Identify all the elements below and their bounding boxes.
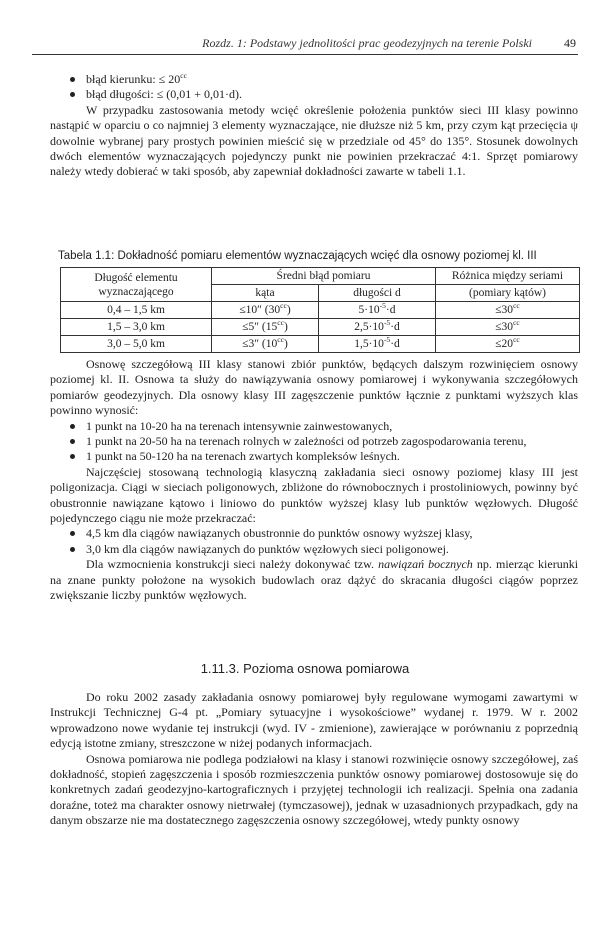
table-cell: 1,5 – 3,0 km [61,319,212,336]
bullet-icon [70,424,75,429]
accuracy-bullet-list [50,72,578,103]
column-header: długości d [319,285,436,302]
table-row [61,336,580,353]
polygon-bullet-list [50,526,578,557]
paragraph: Najczęściej stosowaną technologią klasyczną zakładania sieci osnowy poziomej klasy III jest poligonizacja. Ciągi w sieciach poligonowych, zbliżone do równobocznych i prostoliniowych, powinny być obustronnie nawiązane kątowo i liniowo do punktów wyższej klasy lub punktów węzłowych. Długość pojedynczego ciągu nie może przekraczać: [50,464,578,526]
table-cell: 3,0 – 5,0 km [61,336,212,353]
running-title: Rozdz. 1: Podstawy jednolitości prac geodezyjnych na terenie Polski [202,36,532,50]
table-cell: $2,5\cdot 10^{-5}\cdot d$ [319,319,436,336]
column-header: kąta [212,285,319,302]
table-cell: ≤3″ $(10^{cc})$ [212,336,319,353]
bottom-section [50,690,578,829]
bullet-icon [70,92,75,97]
table-cell: $1,5\cdot 10^{-5}\cdot d$ [319,336,436,353]
list-item: 1 punkt na 10-20 ha na terenach intensywnie zainwestowanych, [50,419,578,434]
section-heading: 1.11.3. Pozioma osnowa pomiarowa [200,661,410,676]
column-header: Średni błąd pomiaru [212,268,436,285]
column-header: Różnica między seriami [436,268,580,285]
table-cell: $\le 30^{cc}$ [436,302,580,319]
list-item: błąd kierunku: ≤ $20^{cc}$ [50,72,578,87]
accuracy-table [60,267,580,353]
list-item: błąd długości: ≤ (0,01 + 0,01·d). [50,87,578,102]
list-item: 3,0 km dla ciągów nawiązanych do punktów węzłowych sieci poligonowej. [50,542,578,557]
bullet-icon [70,454,75,459]
middle-section [50,357,578,604]
page-number: 49 [564,36,576,50]
column-header: Długość elementu wyznaczającego [61,268,212,302]
table-cell: $5\cdot 10^{-5}\cdot d$ [319,302,436,319]
paragraph: Osnowę szczegółową III klasy stanowi zbiór punktów, będących dalszym rozwinięciem osnowy poziomej kl. II. Osnowa ta służy do nawiązywania osnowy pomiarowej i wykonywania szczegółowych pomiarów geodezyjnych. Dla osnowy klasy III zagęszczenie punktów łącznie z punktami wyższych klas powinno wynosić: [50,357,578,418]
list-item: 1 punkt na 20-50 ha na terenach rolnych w zależności od potrzeb zagospodarowania terenu, [50,434,578,449]
paragraph: Dla wzmocnienia konstrukcji sieci należy dokonywać tzw. nawiązań bocznych np. mierząc kierunki na znane punkty położone na wysokich budowlach oraz dążyć do skracania długości ciągów poprzez zwiększanie liczby punktów węzłowych. [50,557,579,603]
table-caption: Tabela 1.1: Dokładność pomiaru elementów wyznaczających wcięć dla osnowy poziomej kl. III [58,250,537,262]
bullet-icon [70,439,75,444]
top-section [50,72,578,180]
paragraph: Do roku 2002 zasady zakładania osnowy pomiarowej były regulowane wymogami zawartymi w Instrukcji Technicznej G-4 pt. „Pomiary sytuacyjne i wysokościowe” wydanej r. 1979. W r. 2002 wprowadzono nowe wydanie tej instrukcji (wyd. IV - zmienione), zawierające w porównaniu z poprzednią edycją istotne zmiany, streszczone w niżej podanych informacjach. [50,690,578,751]
list-item: 4,5 km dla ciągów nawiązanych obustronnie do punktów osnowy wyższej klasy, [50,526,578,541]
table-row [61,302,580,319]
paragraph: W przypadku zastosowania metody wcięć określenie położenia punktów sieci III klasy powinno nastąpić w oparciu o co najmniej 3 elementy wyznaczające, nie dłuższe niż 5 km, przy czym kąt przecięcia ψ dowolnie wybranej pary prostych powinien mieścić się w przedziale od 45° do 135°. Stosunek dowolnych dwóch elementów wyznaczających pojedynczy punkt nie powinien przekraczać 4:1. Sprzęt pomiarowy należy wtedy dobierać w taki sposób, aby zapewniał dokładności zawarte w tabeli 1.1. [50,102,578,179]
paragraph: Osnowa pomiarowa nie podlega podziałowi na klasy i stanowi rozwinięcie osnowy szczegółowej, zaś dokładność, stopień zagęszczenia i sposób rozmieszczenia punktów osnowy pomiarowej dostosowuje się do konkretnych zadań geodezyjno-kartograficznych i przyjętej technologii ich realizacji. Spełnia ona zadania doraźne, toteż ma charakter osnowy nietrwałej (tymczasowej), jednak w uzasadnionych przypadkach, gdy na danym obszarze nie ma dostatecznego zagęszczenia osnowy szczegółowej, wtedy punkty osnowy [50,751,578,828]
table-cell: $\le 30^{cc}$ [436,319,580,336]
bullet-icon [70,547,75,552]
table-cell: $\le 20^{cc}$ [436,336,580,353]
table-header-row [61,268,580,285]
table-cell: 0,4 – 1,5 km [61,302,212,319]
table-row [61,319,580,336]
density-bullet-list [50,419,578,465]
table-cell: ≤5″ $(15^{cc})$ [212,319,319,336]
bullet-icon [70,77,75,82]
bullet-icon [70,531,75,536]
page-header [32,36,578,55]
list-item: 1 punkt na 50-120 ha na terenach zwartych kompleksów leśnych. [50,449,578,464]
column-header: (pomiary kątów) [436,285,580,302]
table-cell: ≤10″ $(30^{cc})$ [212,302,319,319]
